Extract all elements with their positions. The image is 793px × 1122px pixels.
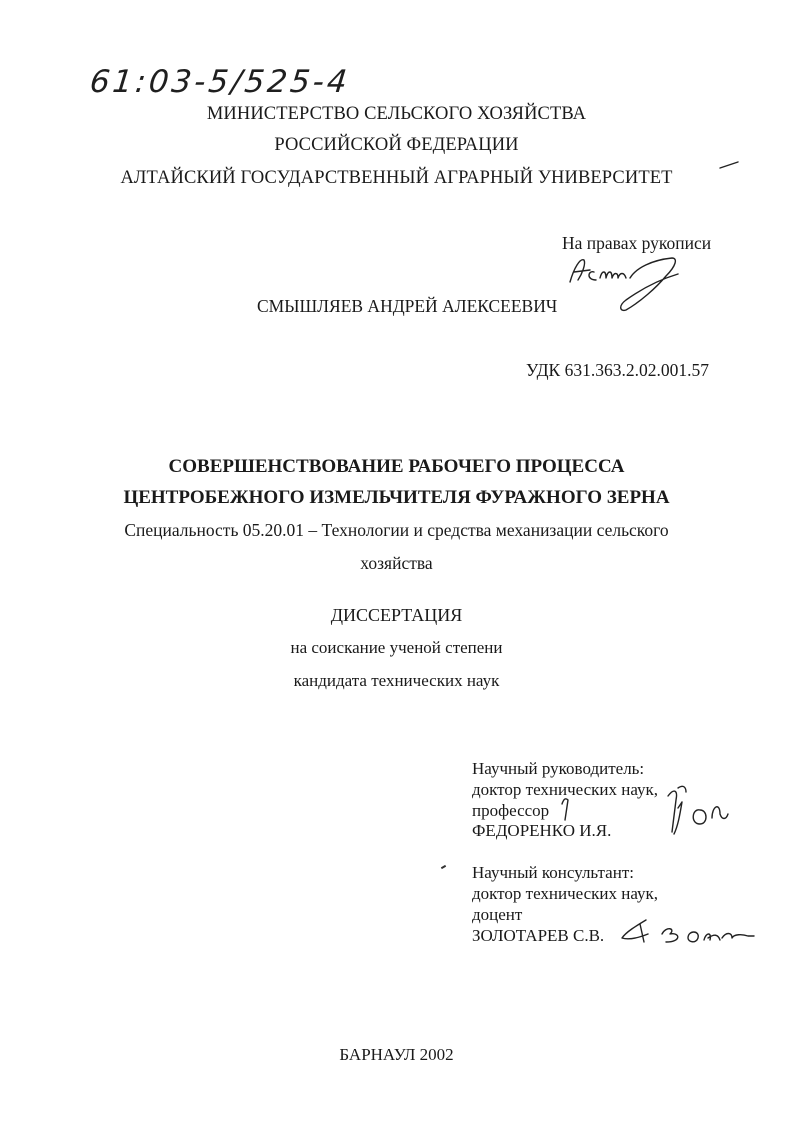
consultant-name: ЗОЛОТАРЕВ С.В. <box>472 926 605 945</box>
degree-line-1: на соискание ученой степени <box>290 638 503 657</box>
city-year: БАРНАУЛ 2002 <box>339 1045 454 1064</box>
university-name: АЛТАЙСКИЙ ГОСУДАРСТВЕННЫЙ АГРАРНЫЙ УНИВЕРСИТЕТ <box>120 168 673 188</box>
supervisor-degree: доктор технических наук, <box>472 780 659 799</box>
consultant-rank: доцент <box>472 905 523 924</box>
consultant-role: Научный консультант: <box>472 863 634 882</box>
author-signature <box>560 250 690 320</box>
specialty-line-1: Специальность 05.20.01 – Технологии и средства механизации сельского <box>124 520 669 540</box>
author-name: СМЫШЛЯЕВ АНДРЕЙ АЛЕКСЕЕВИЧ <box>257 296 558 316</box>
dissertation-title-line-1: СОВЕРШЕНСТВОВАНИЕ РАБОЧЕГО ПРОЦЕССА <box>168 456 625 477</box>
consultant-degree: доктор технических наук, <box>472 884 659 903</box>
supervisor-signature <box>560 778 740 842</box>
work-type-heading: ДИССЕРТАЦИЯ <box>330 605 463 625</box>
manuscript-rights: На правах рукописи <box>562 233 712 253</box>
degree-line-2: кандидата технических наук <box>293 671 500 690</box>
supervisor-role: Научный руководитель: <box>472 759 645 778</box>
ink-mark <box>718 158 742 172</box>
supervisor-rank: профессор <box>472 801 550 820</box>
specialty-line-2: хозяйства <box>360 553 433 573</box>
scan-speck <box>441 865 446 869</box>
consultant-signature <box>618 912 768 952</box>
ministry-line-1: МИНИСТЕРСТВО СЕЛЬСКОГО ХОЗЯЙСТВА <box>206 104 587 124</box>
udc-code: УДК 631.363.2.02.001.57 <box>526 360 709 380</box>
archive-code-handwritten: 61:03-5/525-4 <box>88 64 352 100</box>
dissertation-title-line-2: ЦЕНТРОБЕЖНОГО ИЗМЕЛЬЧИТЕЛЯ ФУРАЖНОГО ЗЕРНА <box>123 487 670 508</box>
ministry-line-2: РОССИЙСКОЙ ФЕДЕРАЦИИ <box>274 135 519 155</box>
supervisor-name: ФЕДОРЕНКО И.Я. <box>472 821 612 840</box>
